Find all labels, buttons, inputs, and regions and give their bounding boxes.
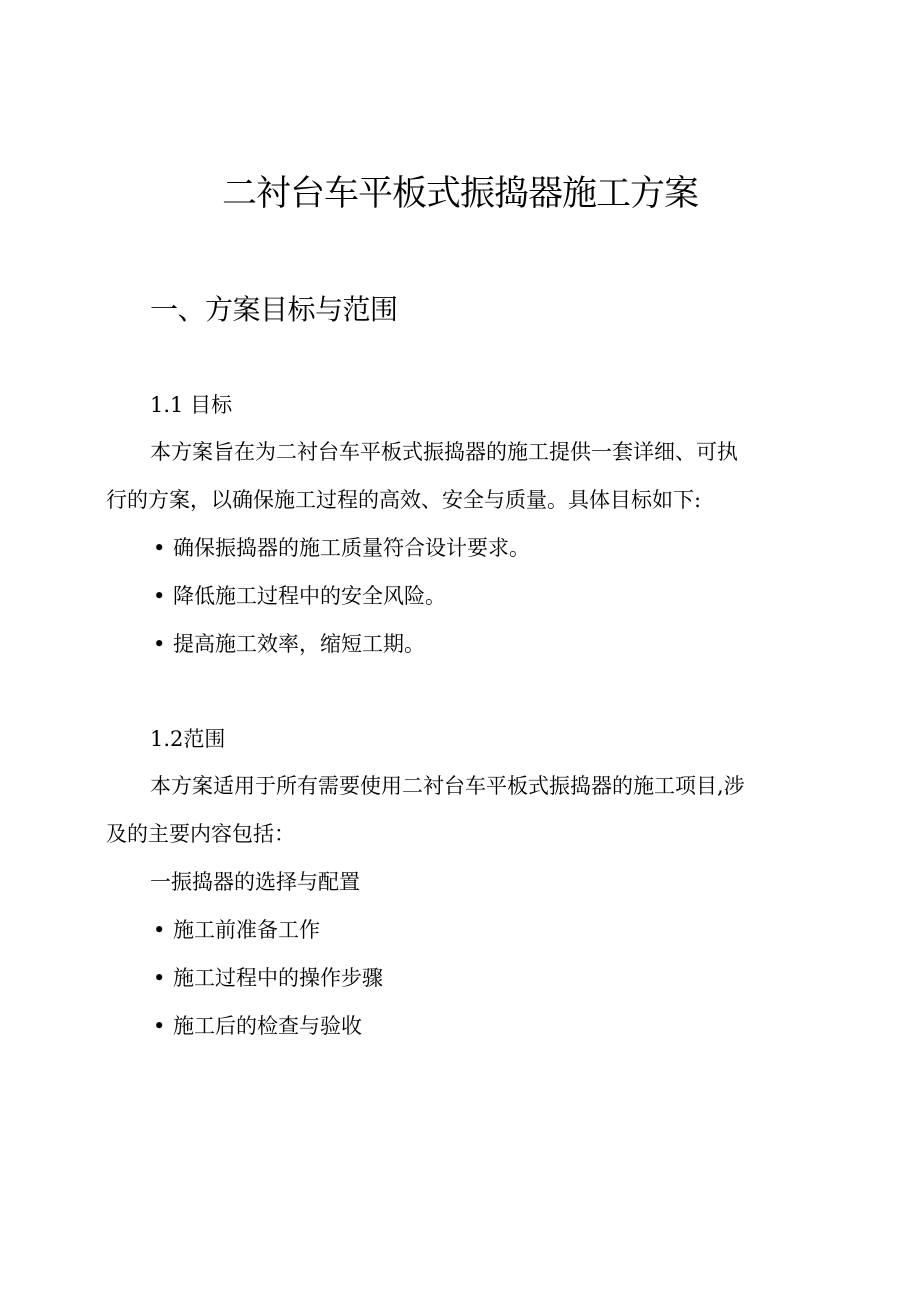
- goal-list-item: [153, 629, 425, 659]
- goal-paragraph-line-2: 行的方案，以确保施工过程的高效、安全与质量。具体目标如下:: [106, 488, 702, 512]
- goal-paragraph-line-1: 本方案旨在为二衬台车平板式振捣器的施工提供一套详细、可执: [150, 440, 738, 464]
- bullet-icon: •: [153, 536, 166, 560]
- goal-list-item-text: 降低施工过程中的安全风险。: [173, 584, 446, 608]
- scope-list-item-text: 施工前准备工作: [173, 918, 320, 942]
- goal-list-item: [153, 533, 530, 563]
- bullet-icon: •: [153, 966, 166, 990]
- subsection-heading-scope: 1.2范围: [150, 727, 226, 751]
- bullet-icon: •: [153, 584, 166, 608]
- bullet-icon: •: [153, 632, 166, 656]
- scope-paragraph-line-1: 本方案适用于所有需要使用二衬台车平板式振捣器的施工项目,涉: [150, 774, 745, 798]
- scope-dash-item: 一振捣器的选择与配置: [150, 870, 360, 894]
- scope-list-item: [153, 963, 383, 993]
- scope-paragraph-line-2: 及的主要内容包括：: [106, 822, 295, 846]
- scope-list-item-text: 施工过程中的操作步骤: [173, 966, 383, 990]
- bullet-icon: •: [153, 918, 166, 942]
- scope-list-item: [153, 915, 320, 945]
- goal-list-item-text: 提高施工效率，缩短工期。: [173, 632, 425, 656]
- goal-list-item-text: 确保振捣器的施工质量符合设计要求。: [173, 536, 530, 560]
- bullet-icon: •: [153, 1014, 166, 1038]
- subsection-heading-goal: 1.1 目标: [150, 393, 233, 417]
- section-heading-goals-scope: 一、方案目标与范围: [150, 293, 398, 326]
- document-title: 二衬台车平板式振捣器施工方案: [221, 174, 698, 214]
- scope-list-item-text: 施工后的检查与验收: [173, 1014, 362, 1038]
- goal-list-item: [153, 581, 446, 611]
- scope-list-item: [153, 1011, 362, 1041]
